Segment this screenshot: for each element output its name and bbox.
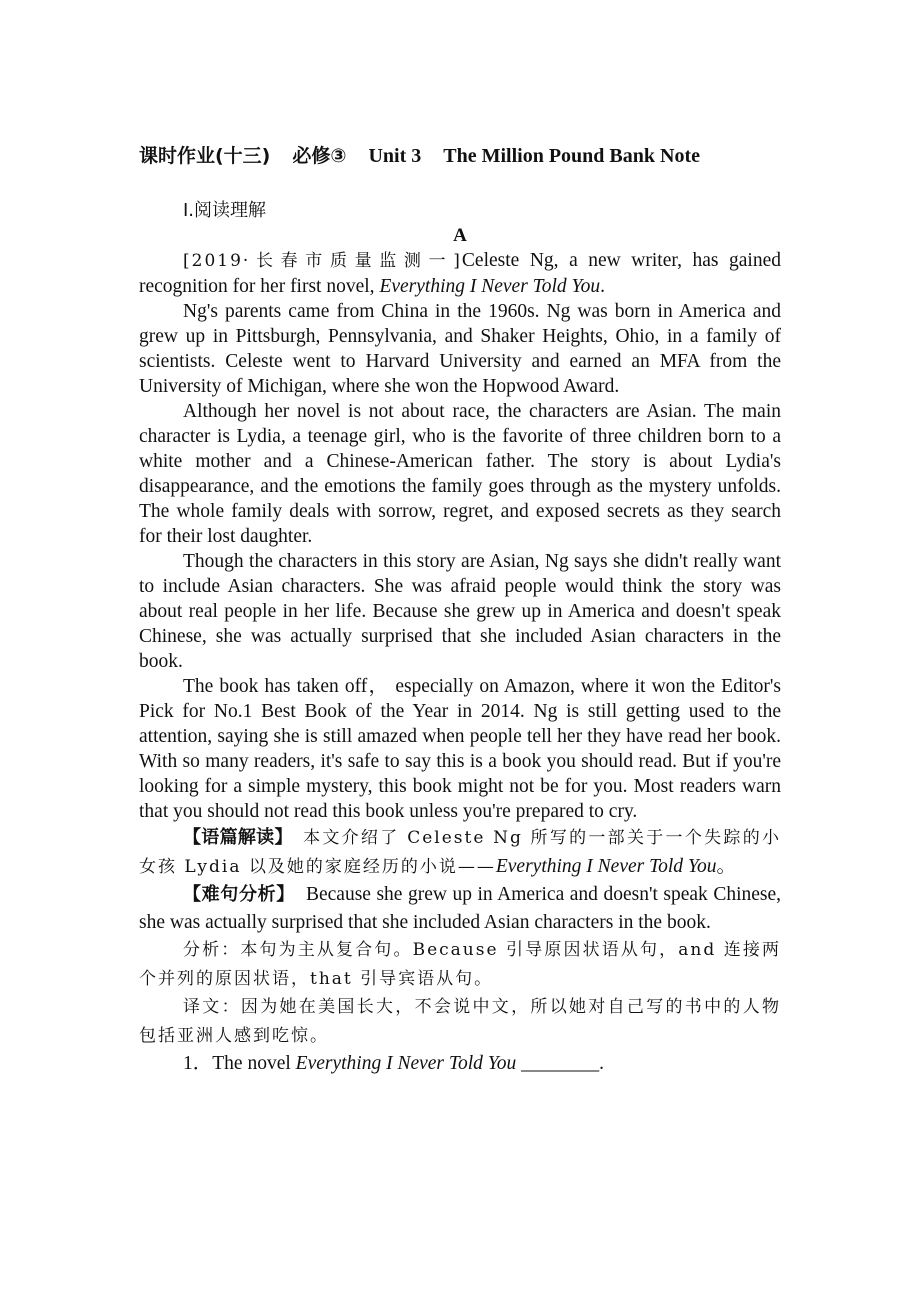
translation-text: 译文：因为她在美国长大，不会说中文，所以她对自己写的书中的人物包括亚洲人感到吃惊。 <box>139 997 781 1046</box>
module-label: 必修③ <box>292 145 347 167</box>
passage-paragraph-1: [2019·长春市质量监测一]Celeste Ng, a new writer, has gained recognition for her first novel, Everything I Never Told You. <box>139 250 782 297</box>
title-cn: 课时作业(十三) <box>139 145 271 167</box>
page-title <box>139 140 781 172</box>
section-heading: Ⅰ.阅读理解 <box>183 200 267 221</box>
passage-label: A <box>453 225 467 246</box>
book-title: Everything I Never Told You <box>295 1053 517 1074</box>
difficult-sentence-label: 【难句分析】 <box>183 884 295 905</box>
passage-paragraph-2: Ng's parents came from China in the 1960s. Ng was born in America and grew up in Pittsburgh, Pennsylvania, and Shaker Heights, Ohio, in a family of scientists. Celeste went to Harvard University and earned an MFA from the University of Michigan, where she won the Hopwood Award. <box>139 301 781 397</box>
unit-label: Unit 3 <box>368 145 422 167</box>
difficult-sentence-block <box>139 881 781 936</box>
passage-paragraph-3: Although her novel is not about race, the characters are Asian. The main character is Lydia, a teenage girl, who is the favorite of three children born to a white mother and a Chinese-American father. The story is about Lydia's disappearance, and the emotions the family goes through as the mystery unfolds. The whole family deals with sorrow, regret, and exposed secrets as they search for their lost daughter. <box>139 401 781 547</box>
unit-title: The Million Pound Bank Note <box>443 145 700 167</box>
difficult-sentence-text: Because she grew up in America and doesn't speak Chinese, she was actually surprised that she included Asian characters in the book. <box>139 884 782 933</box>
answer-blank: ________ <box>521 1053 600 1074</box>
book-title: Everything I Never Told You <box>379 276 601 297</box>
source-tag: [2019·长春市质量监测一] <box>183 251 462 271</box>
explanation-text: 分析：本句为主从复合句。Because 引导原因状语从句，and 连接两个并列的原因状语，that 引导宾语从句。 <box>139 940 781 989</box>
summary-text: 本文介绍了 Celeste Ng 所写的一部关于一个失踪的小女孩 Lydia 以及她的家庭经历的小说—— <box>139 828 781 877</box>
document-page <box>139 140 781 1078</box>
passage-paragraph-5: The book has taken off， especially on Amazon, where it won the Editor's Pick for No.1 Best Book of the Year in 2014. Ng is still getting used to the attention, saying she is still amazed when people tell her they have read her book. With so many readers, it's safe to say this is a book you should read. But if you're looking for a simple mystery, this book might not be for you. Most readers warn that you should not read this book unless you're prepared to cry. <box>139 676 781 822</box>
question-number: 1． <box>183 1053 213 1074</box>
passage-paragraph-4: Though the characters in this story are Asian, Ng says she didn't really want to include Asian characters. She was afraid people would think the story was about real people in her life. Because she grew up in America and doesn't speak Chinese, she was actually surprised that she included Asian characters in the book. <box>139 551 781 672</box>
book-title: Everything I Never Told You <box>495 855 717 877</box>
question-1: 1．The novel Everything I Never Told You ________. <box>183 1053 605 1074</box>
summary-label: 【语篇解读】 <box>183 827 293 848</box>
summary-block: 【语篇解读】 本文介绍了 Celeste Ng 所写的一部关于一个失踪的小女孩 Lydia 以及她的家庭经历的小说——Everything I Never Told You。 <box>139 827 781 877</box>
